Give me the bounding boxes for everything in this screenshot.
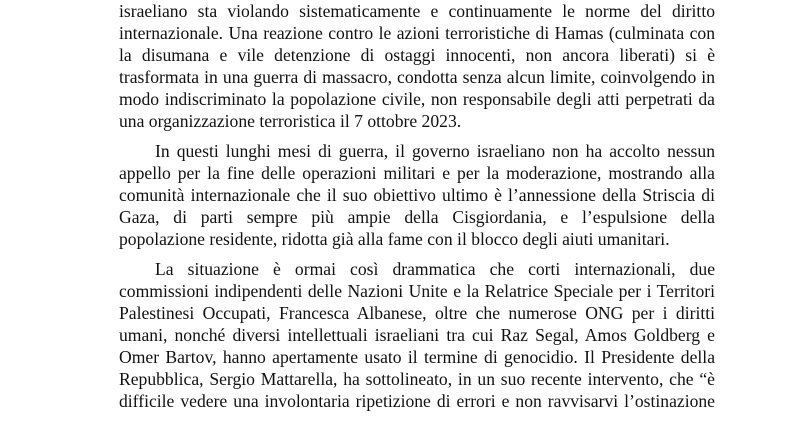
- paragraph-2: [119, 140, 715, 250]
- paragraph-spacer: [119, 132, 715, 140]
- text-line: popolazione residente, ridotta già alla fame con il blocco degli aiuti umanitari.: [119, 229, 670, 249]
- text-line: comunità internazionale che il suo obiettivo ultimo è l’annessione della Striscia di: [119, 185, 715, 205]
- text-line: trasformata in una guerra di massacro, condotta senza alcun limite, coinvolgendo in: [119, 67, 715, 87]
- text-line: Repubblica, Sergio Mattarella, ha sottolineato, in un suo recente intervento, che “è: [119, 369, 715, 389]
- text-line: israeliano sta violando sistematicamente e continuamente le norme del diritto: [119, 1, 715, 21]
- text-line: umani, nonché diversi intellettuali israeliani tra cui Raz Segal, Amos Goldberg e: [119, 325, 715, 345]
- paragraph-1: [119, 0, 715, 132]
- paragraph-3: [119, 258, 715, 412]
- text-line: modo indiscriminato la popolazione civile, non responsabile degli atti perpetrati da: [119, 89, 715, 109]
- text-line: Gaza, di parti sempre più ampie della Cisgiordania, e l’espulsione della: [119, 207, 715, 227]
- body-text: [119, 0, 715, 412]
- text-line: internazionale. Una reazione contro le azioni terroristiche di Hamas (culminata con: [119, 23, 715, 43]
- text-line: Palestinesi Occupati, Francesca Albanese, oltre che numerose ONG per i diritti: [119, 303, 715, 323]
- text-line: commissioni indipendenti delle Nazioni Unite e la Relatrice Speciale per i Territori: [119, 281, 715, 301]
- paragraph-spacer: [119, 250, 715, 258]
- text-line: difficile vedere una involontaria ripetizione di errori e non ravvisarvi l’ostinazione: [119, 391, 715, 411]
- text-line: In questi lunghi mesi di guerra, il governo israeliano non ha accolto nessun: [155, 141, 715, 161]
- text-line: La situazione è ormai così drammatica che corti internazionali, due: [155, 259, 715, 279]
- text-line: la disumana e vile detenzione di ostaggi innocenti, non ancora liberati) si è: [119, 45, 715, 65]
- text-line: una organizzazione terroristica il 7 ottobre 2023.: [119, 111, 462, 131]
- text-line: Omer Bartov, hanno apertamente usato il termine di genocidio. Il Presidente della: [119, 347, 715, 367]
- text-line: appello per la fine delle operazioni militari e per la moderazione, mostrando alla: [119, 163, 715, 183]
